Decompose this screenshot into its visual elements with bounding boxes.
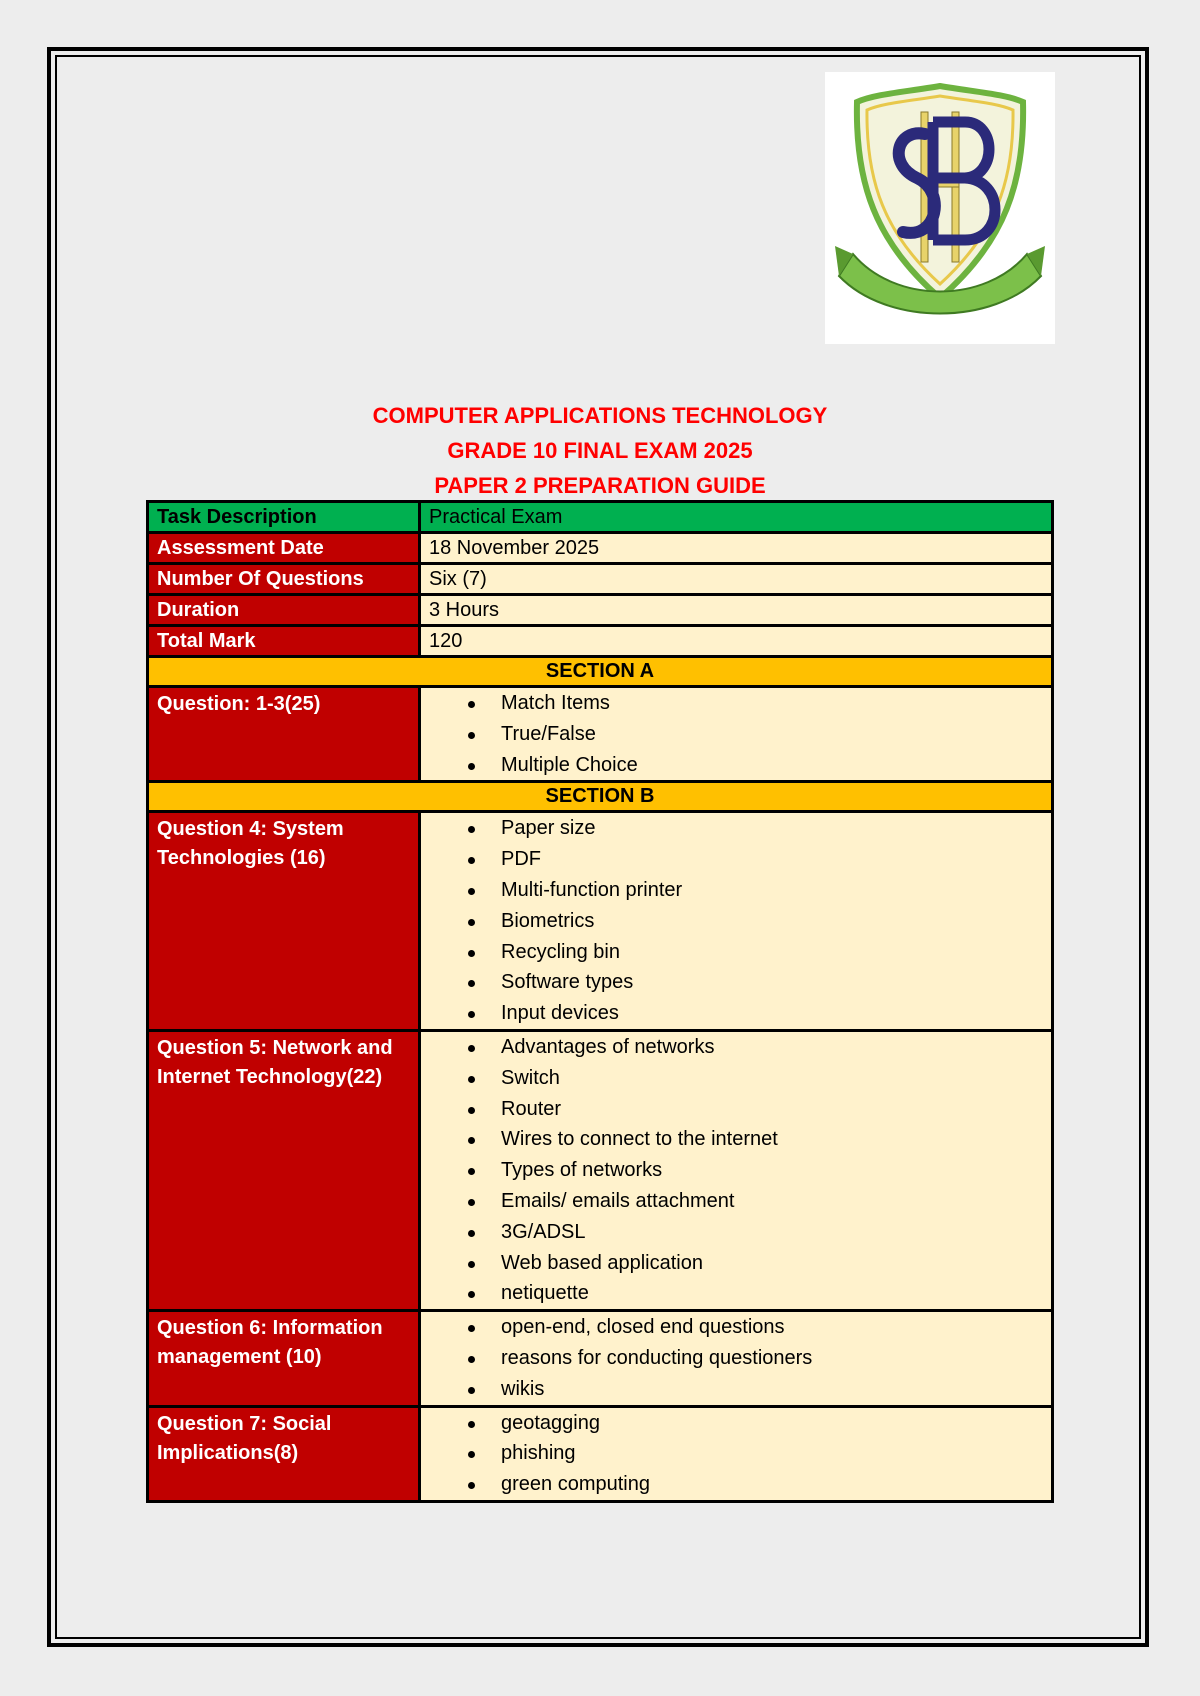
total-mark-value: 120: [420, 626, 1053, 657]
topic-item: Recycling bin: [501, 937, 1043, 968]
topic-item: Wires to connect to the internet: [501, 1124, 1043, 1155]
topic-list: [429, 1312, 1043, 1404]
assessment-date-row: [148, 533, 1053, 564]
question-title: Question 5: Network and Internet Technology(22): [157, 1036, 393, 1088]
topic-item: green computing: [501, 1469, 1043, 1500]
topic-item: 3G/ADSL: [501, 1217, 1043, 1248]
topic-item: Multiple Choice: [501, 750, 1043, 781]
preparation-guide-table: [146, 500, 1054, 1503]
duration-value: 3 Hours: [420, 595, 1053, 626]
question-row: [148, 812, 1053, 1031]
duration-label: Duration: [148, 595, 420, 626]
topic-item: reasons for conducting questioners: [501, 1343, 1043, 1374]
title-guide: PAPER 2 PREPARATION GUIDE: [434, 473, 766, 498]
topic-item: Paper size: [501, 813, 1043, 844]
topic-item: Types of networks: [501, 1155, 1043, 1186]
section-b-row: [148, 782, 1053, 812]
duration-row: [148, 595, 1053, 626]
topic-list: [429, 813, 1043, 1029]
title-exam: GRADE 10 FINAL EXAM 2025: [447, 438, 753, 463]
school-crest-logo: [825, 72, 1055, 344]
question-title: Question 4: System Technologies (16): [157, 818, 344, 870]
question-row: [148, 1311, 1053, 1406]
number-of-questions-label: Number Of Questions: [148, 564, 420, 595]
question-title: Question: 1-3(25): [157, 693, 321, 715]
question-row: [148, 687, 1053, 782]
section-a-heading: SECTION A: [148, 657, 1053, 687]
document-title-block: [0, 398, 1200, 503]
total-mark-row: [148, 626, 1053, 657]
topic-item: Web based application: [501, 1248, 1043, 1279]
topic-list: [429, 688, 1043, 780]
question-title: Question 7: Social Implications(8): [157, 1412, 332, 1464]
topic-item: Biometrics: [501, 906, 1043, 937]
task-description-label: Task Description: [148, 502, 420, 533]
question-row: [148, 1030, 1053, 1310]
section-b-heading: SECTION B: [148, 782, 1053, 812]
title-subject: COMPUTER APPLICATIONS TECHNOLOGY: [372, 403, 828, 428]
topic-item: True/False: [501, 719, 1043, 750]
task-description-value: Practical Exam: [420, 502, 1053, 533]
topic-item: Match Items: [501, 688, 1043, 719]
topic-item: geotagging: [501, 1408, 1043, 1439]
topic-item: netiquette: [501, 1278, 1043, 1309]
topic-item: Input devices: [501, 998, 1043, 1029]
section-a-row: [148, 657, 1053, 687]
topic-item: Advantages of networks: [501, 1032, 1043, 1063]
topic-list: [429, 1032, 1043, 1309]
question-row: [148, 1406, 1053, 1501]
topic-list: [429, 1408, 1043, 1500]
topic-item: open-end, closed end questions: [501, 1312, 1043, 1343]
number-of-questions-value: Six (7): [420, 564, 1053, 595]
topic-item: Software types: [501, 967, 1043, 998]
topic-item: Multi-function printer: [501, 875, 1043, 906]
topic-item: Router: [501, 1094, 1043, 1125]
assessment-date-label: Assessment Date: [148, 533, 420, 564]
number-of-questions-row: [148, 564, 1053, 595]
assessment-date-value: 18 November 2025: [420, 533, 1053, 564]
topic-item: Switch: [501, 1063, 1043, 1094]
question-title: Question 6: Information management (10): [157, 1317, 383, 1369]
topic-item: phishing: [501, 1438, 1043, 1469]
total-mark-label: Total Mark: [148, 626, 420, 657]
topic-item: Emails/ emails attachment: [501, 1186, 1043, 1217]
topic-item: PDF: [501, 844, 1043, 875]
topic-item: wikis: [501, 1374, 1043, 1405]
task-description-row: [148, 502, 1053, 533]
